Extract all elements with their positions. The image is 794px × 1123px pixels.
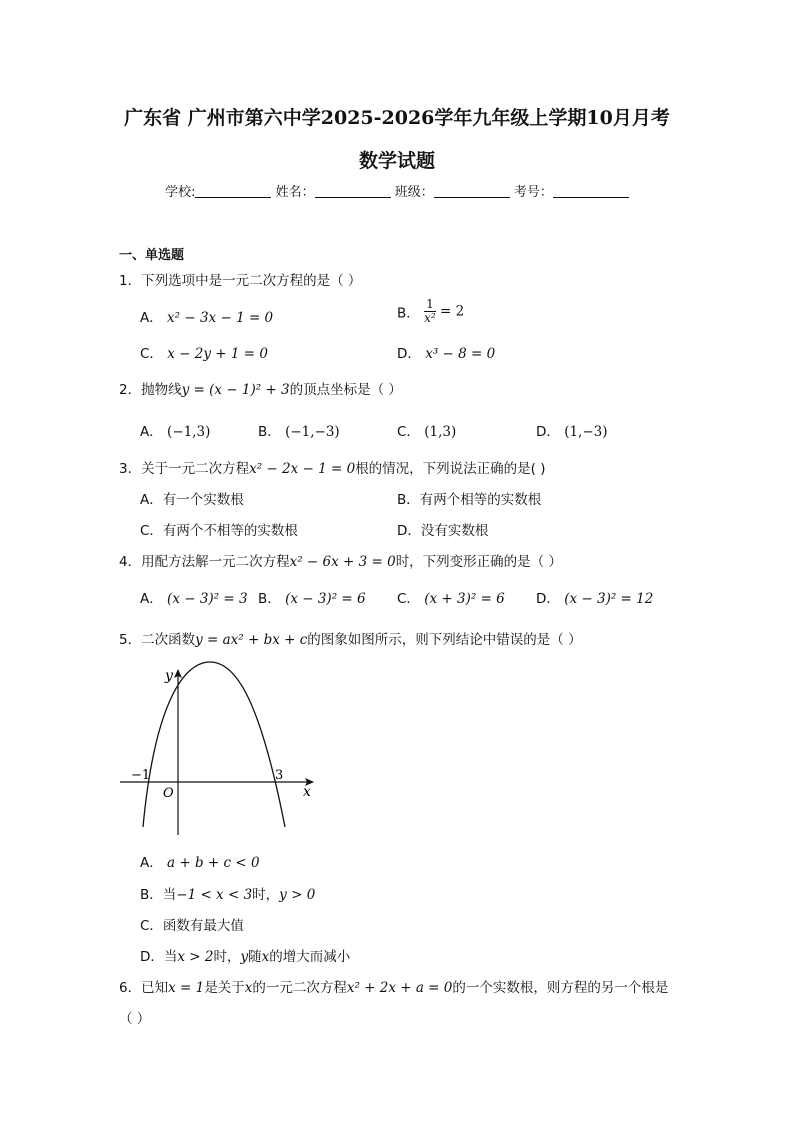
stem-text: 的图象如图所示，则下列结论中错误的是（ ）: [307, 632, 582, 648]
option-label: D．: [397, 346, 421, 362]
stem-math: y = ax² + bx + c: [195, 632, 308, 648]
q1-option-a-math: x² − 3x − 1 = 0: [167, 310, 274, 326]
x-axis-label: x: [303, 784, 311, 800]
q4-option-d: [536, 587, 653, 607]
option-math: (−1,3): [167, 424, 211, 440]
q1-option-c: [140, 342, 268, 362]
q1-option-a: [140, 306, 273, 326]
q4-option-a: [140, 587, 248, 607]
option-label: C．: [397, 591, 420, 607]
fraction-denominator: x²: [424, 311, 436, 325]
option-label: D．当: [140, 949, 178, 965]
name-label: 姓名：: [275, 185, 315, 200]
stem-math: x: [244, 980, 253, 996]
question-4-stem: [119, 550, 562, 570]
option-label: C．: [397, 424, 420, 440]
stem-text: 是关于: [204, 980, 245, 996]
q2-option-b: [258, 420, 340, 440]
right-root-label: 3: [275, 768, 284, 783]
option-label: B．: [258, 591, 281, 607]
q3-option-a: A．有一个实数根: [140, 492, 244, 508]
option-label: B．当: [140, 887, 177, 903]
page-title: 广东省 广州市第六中学2025-2026学年九年级上学期10月月考: [124, 107, 670, 129]
option-math: −1 < x < 3: [176, 887, 253, 903]
number-label: 考号：: [513, 185, 553, 200]
option-text: 随: [248, 949, 262, 965]
stem-text: 5．二次函数: [119, 632, 196, 648]
stem-math: x² + 2x + a = 0: [346, 980, 453, 996]
stem-text: 时，下列变形正确的是（ ）: [395, 554, 562, 570]
q5-option-b: [140, 883, 315, 903]
option-math: a + b + c < 0: [167, 855, 260, 871]
option-label: A．: [140, 591, 163, 607]
stem-text: 4．用配方法解一元二次方程: [119, 554, 290, 570]
stem-text: 的一元二次方程: [252, 980, 347, 996]
option-label: C．: [140, 346, 163, 362]
q4-option-b: [258, 587, 366, 607]
option-math: (x + 3)² = 6: [424, 591, 505, 607]
option-math: y > 0: [279, 887, 316, 903]
stem-math: x² − 2x − 1 = 0: [249, 461, 356, 477]
question-1-stem: 1．下列选项中是一元二次方程的是（ ）: [119, 273, 362, 289]
option-label: B．: [397, 305, 420, 322]
option-label: A．: [140, 310, 163, 326]
option-label: A．: [140, 855, 163, 871]
stem-math: x² − 6x + 3 = 0: [289, 554, 396, 570]
option-text: 时，: [213, 949, 241, 965]
option-math: (1,−3): [564, 424, 608, 440]
stem-math: x = 1: [168, 980, 205, 996]
question-5-stem: [119, 628, 582, 648]
school-blank: [195, 184, 271, 198]
option-math: (x − 3)² = 6: [285, 591, 366, 607]
option-math: y: [240, 949, 249, 965]
stem-text: 3．关于一元二次方程: [119, 461, 250, 477]
class-label: 班级：: [394, 185, 434, 200]
stem-text: 6．已知: [119, 980, 169, 996]
name-blank: [315, 184, 391, 198]
number-blank: [553, 184, 629, 198]
q5-option-a: [140, 851, 260, 871]
question-6-stem: [119, 976, 668, 996]
origin-label: O: [163, 786, 174, 801]
parabola-graph: [115, 660, 325, 840]
page-subtitle: 数学试题: [358, 150, 435, 172]
stem-text: 的一个实数根，则方程的另一个根是: [452, 980, 669, 996]
q1-option-b: [397, 298, 464, 325]
q5-option-d: [140, 945, 350, 965]
option-text: 的增大而减小: [269, 949, 351, 965]
q2-option-c: [397, 420, 456, 440]
section-heading: 一、单选题: [119, 248, 185, 263]
q1-option-d-math: x³ − 8 = 0: [425, 346, 496, 362]
school-label: 学校:: [165, 185, 196, 200]
fraction-numerator: 1: [426, 297, 434, 311]
option-math: x > 2: [177, 949, 214, 965]
q1-option-d: [397, 342, 495, 362]
stem-text: 2．抛物线: [119, 382, 182, 398]
parabola-curve: [143, 662, 285, 827]
y-axis-label: y: [165, 668, 173, 684]
q3-option-c: C．有两个不相等的实数根: [140, 523, 298, 539]
option-label: D．: [536, 591, 560, 607]
class-blank: [434, 184, 510, 198]
option-text: 时，: [252, 887, 280, 903]
option-math: x: [261, 949, 270, 965]
option-math: (1,3): [424, 424, 457, 440]
q4-option-c: [397, 587, 505, 607]
stem-math: y = (x − 1)² + 3: [181, 382, 290, 398]
q3-option-d: D．没有实数根: [397, 523, 489, 539]
question-6-paren: （ ）: [119, 1011, 151, 1027]
option-label: A．: [140, 424, 163, 440]
q1-option-b-rest: = 2: [440, 303, 465, 320]
q3-option-b: B．有两个相等的实数根: [397, 492, 542, 508]
q5-option-c: C．函数有最大值: [140, 918, 244, 934]
stem-text: 根的情况，下列说法正确的是( ): [355, 461, 546, 477]
q2-option-a: [140, 420, 210, 440]
question-3-stem: [119, 457, 546, 477]
left-root-label: −1: [131, 768, 151, 783]
option-math: (x − 3)² = 3: [167, 591, 248, 607]
student-info-line: [0, 181, 794, 200]
option-math: (x − 3)² = 12: [564, 591, 654, 607]
option-label: D．: [536, 424, 560, 440]
option-label: B．: [258, 424, 281, 440]
question-2-stem: [119, 378, 402, 398]
option-math: (−1,−3): [285, 424, 340, 440]
stem-text: 的顶点坐标是（ ）: [289, 382, 402, 398]
q2-option-d: [536, 420, 608, 440]
q1-option-c-math: x − 2y + 1 = 0: [167, 346, 268, 362]
fraction: [424, 298, 436, 325]
